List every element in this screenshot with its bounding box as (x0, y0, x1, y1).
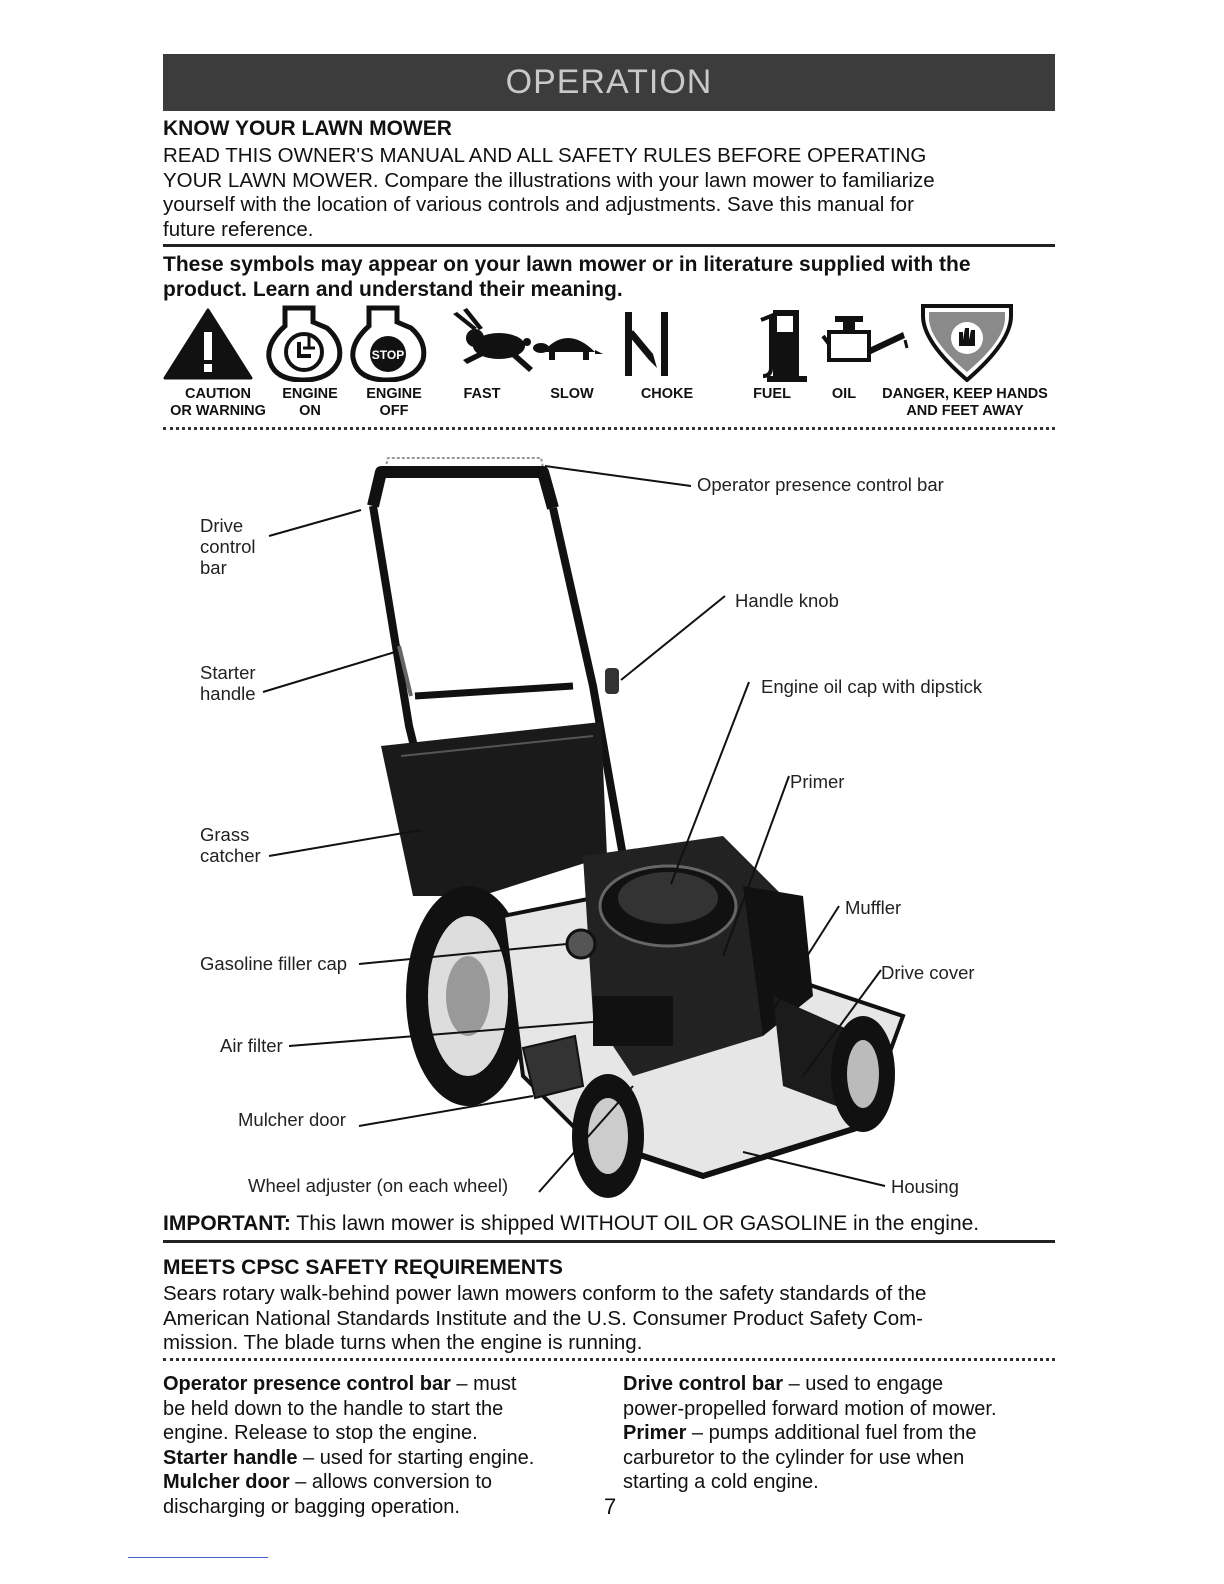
label-grass-catcher (200, 824, 261, 866)
divider (163, 244, 1055, 247)
symbol-label-line: AND FEET AWAY (906, 403, 1024, 419)
symbol-label-fast: FAST (463, 386, 501, 402)
definition-line (163, 1470, 603, 1495)
label-air-filter: Air filter (220, 1035, 283, 1056)
definition-desc: – used to engage (783, 1373, 944, 1395)
know-line: yourself with the location of various controls and adjustments. Save this manual for (163, 193, 914, 216)
banner-title: OPERATION (505, 63, 713, 101)
label-handle-knob: Handle knob (735, 590, 839, 611)
symbols-intro-line: These symbols may appear on your lawn mower or in literature supplied with the (163, 253, 971, 276)
definition-desc: – must (450, 1373, 517, 1395)
symbol-label-slow: SLOW (550, 386, 594, 402)
symbol-label-line: CAUTION (184, 386, 252, 402)
symbol-label-fuel: FUEL (753, 386, 791, 402)
definition-term: Drive control bar (623, 1373, 784, 1395)
label-line: Starter (200, 662, 256, 683)
symbols-intro (163, 253, 1055, 302)
operation-banner (163, 54, 1055, 111)
label-drive-cover: Drive cover (881, 962, 975, 983)
bottom-line (128, 1557, 268, 1558)
definitions-left (163, 1372, 603, 1519)
dotted-divider (163, 1358, 1055, 1361)
divider (163, 1240, 1055, 1243)
cpsc-line: mission. The blade turns when the engine is running. (163, 1331, 643, 1354)
definition-line (163, 1446, 603, 1471)
definition-desc: be held down to the handle to start the (163, 1397, 504, 1420)
definition-line (163, 1397, 603, 1422)
label-drive-control (200, 515, 256, 578)
symbol-label-line: DANGER, KEEP HANDS (882, 386, 1048, 402)
definition-line (623, 1421, 1063, 1446)
know-line: READ THIS OWNER'S MANUAL AND ALL SAFETY RULES BEFORE OPERATING (163, 144, 927, 167)
definition-desc: starting a cold engine. (623, 1471, 819, 1493)
definition-term: Starter handle (163, 1446, 298, 1469)
know-title: KNOW YOUR LAWN MOWER (163, 117, 452, 140)
symbol-label-choke: CHOKE (640, 386, 694, 402)
label-line: handle (200, 683, 256, 704)
know-line: YOUR LAWN MOWER. Compare the illustrations with your lawn mower to familiarize (163, 168, 935, 192)
definition-desc: – pumps additional fuel from the (686, 1422, 977, 1444)
danger-hand-icon (923, 306, 1011, 380)
lawn-mower-illustration (163, 436, 1055, 1206)
definition-term: Operator presence control bar (163, 1373, 451, 1395)
definition-desc: discharging or bagging operation. (163, 1495, 460, 1518)
label-muffler: Muffler (845, 897, 902, 918)
symbol-label-line: OR WARNING (170, 403, 266, 419)
label-gas-cap: Gasoline filler cap (200, 953, 348, 974)
label-primer: Primer (790, 771, 845, 792)
dotted-divider (163, 427, 1055, 430)
label-line: Grass (200, 824, 250, 845)
label-oil-cap: Engine oil cap with dipstick (761, 676, 983, 697)
cpsc-line: Sears rotary walk-behind power lawn mowers conform to the safety standards of the (163, 1282, 927, 1305)
cpsc-paragraph (163, 1282, 1055, 1356)
definitions-right (623, 1372, 1063, 1495)
symbol-label-line: OFF (379, 403, 409, 419)
important-text: This lawn mower is shipped WITHOUT OIL OR GASOLINE in the engine. (290, 1212, 980, 1235)
label-mulcher-door: Mulcher door (238, 1109, 346, 1130)
turtle-icon (533, 338, 603, 360)
caution-icon (165, 310, 251, 378)
label-line: control (200, 536, 256, 557)
symbol-label-caution (163, 386, 273, 420)
label-line: bar (200, 557, 227, 578)
page-number: 7 (604, 1494, 617, 1519)
definition-line (623, 1372, 1063, 1397)
cpsc-title: MEETS CPSC SAFETY REQUIREMENTS (163, 1256, 563, 1279)
symbol-label-line: ENGINE (366, 386, 422, 402)
stop-text: STOP (371, 348, 405, 362)
definition-line (163, 1495, 603, 1520)
symbol-label-danger (872, 386, 1058, 420)
definition-term: Primer (623, 1422, 687, 1444)
choke-icon (625, 312, 668, 376)
fuel-pump-icon (761, 310, 807, 382)
rabbit-icon (453, 308, 533, 372)
definition-line (623, 1470, 1063, 1495)
know-paragraph (163, 144, 1055, 242)
know-line: future reference. (163, 217, 314, 241)
engine-off-icon (353, 308, 424, 380)
engine-on-icon (269, 308, 340, 380)
important-label: IMPORTANT: (163, 1212, 291, 1235)
label-wheel-adjuster: Wheel adjuster (on each wheel) (248, 1175, 509, 1196)
definition-line (163, 1421, 603, 1446)
definition-line (623, 1397, 1063, 1422)
label-line: catcher (200, 845, 261, 866)
definition-desc: power-propelled forward motion of mower. (623, 1397, 997, 1420)
label-starter-handle (200, 662, 256, 704)
symbol-label-engine-off (356, 386, 432, 420)
definition-desc: – used for starting engine. (297, 1446, 535, 1469)
label-operator-bar: Operator presence control bar (697, 474, 944, 495)
definition-line (623, 1446, 1063, 1471)
label-line: Drive (200, 515, 244, 536)
symbol-label-line: ON (299, 403, 321, 419)
symbol-label-engine-on (272, 386, 348, 420)
cpsc-line: American National Standards Institute and the U.S. Consumer Product Safety Com- (163, 1306, 924, 1330)
symbols-intro-line: product. Learn and understand their meaning. (163, 277, 623, 301)
definition-desc: engine. Release to stop the engine. (163, 1422, 478, 1444)
symbol-label-line: ENGINE (282, 386, 338, 402)
symbols-strip (163, 302, 1055, 382)
definition-term: Mulcher door (163, 1471, 290, 1493)
definition-desc: carburetor to the cylinder for use when (623, 1446, 965, 1469)
definition-line (163, 1372, 603, 1397)
definition-desc: – allows conversion to (289, 1471, 492, 1493)
oil-can-icon (823, 316, 907, 360)
label-housing: Housing (891, 1176, 959, 1197)
important-note (163, 1212, 1063, 1237)
symbol-label-oil: OIL (831, 386, 857, 402)
